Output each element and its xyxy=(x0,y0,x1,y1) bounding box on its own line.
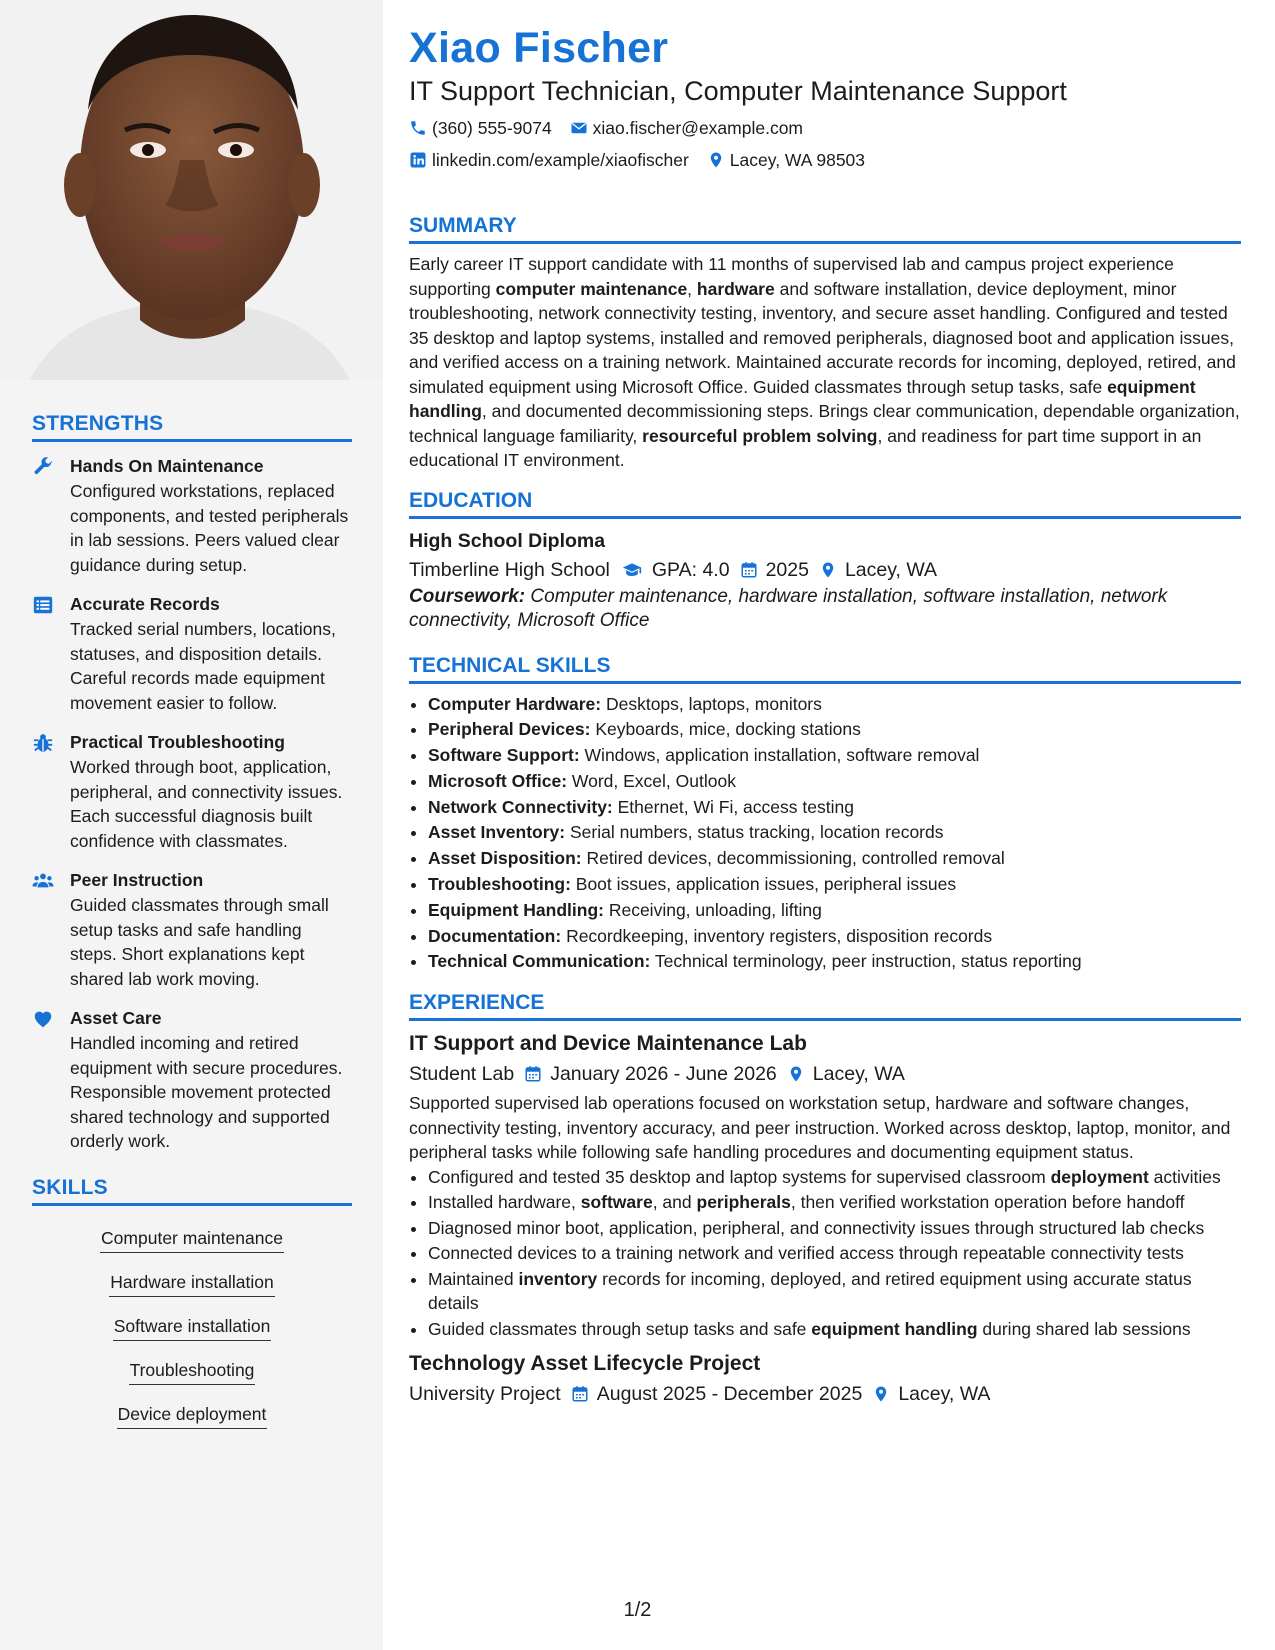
phone-text: (360) 555-9074 xyxy=(432,118,552,138)
bug-icon xyxy=(32,732,54,754)
candidate-headline: IT Support Technician, Computer Maintenance Support xyxy=(409,76,1067,106)
calendar-icon xyxy=(571,1385,589,1403)
strength-description: Guided classmates through small setup tasks and safe handling steps. Short explanations kept shared lab work moving. xyxy=(70,895,329,989)
list-item xyxy=(428,872,1241,898)
technical-skills-heading: TECHNICAL SKILLS xyxy=(409,654,1241,684)
heart-icon xyxy=(32,1008,54,1030)
strength-item xyxy=(32,592,352,715)
strength-title: Practical Troubleshooting xyxy=(70,732,285,752)
skill-value: Technical terminology, peer instruction, status reporting xyxy=(650,951,1082,972)
candidate-name: Xiao Fischer xyxy=(409,24,669,72)
skill-tag: Device deployment xyxy=(117,1402,268,1429)
list-item xyxy=(428,743,1241,769)
bullet-emphasis: deployment xyxy=(1050,1166,1149,1187)
skill-label: Asset Inventory: xyxy=(428,822,566,843)
experience-entry xyxy=(409,1029,1241,1341)
contact-row xyxy=(409,144,1241,176)
skill-label: Microsoft Office: xyxy=(428,770,568,791)
list-item xyxy=(428,820,1241,846)
list-item xyxy=(428,1165,1241,1190)
location-text: Lacey, WA 98503 xyxy=(729,150,866,170)
list-item xyxy=(428,924,1241,950)
skill-value: Windows, application installation, software removal xyxy=(579,745,980,766)
summary-part: Early career IT support candidate with 11 months of supervised lab and campus project experience supporting xyxy=(409,254,1174,299)
skill-tag: Hardware installation xyxy=(109,1270,274,1297)
phone-icon xyxy=(409,119,427,137)
location-contact xyxy=(707,144,865,176)
bullet-part: Configured and tested 35 desktop and laptop systems for supervised classroom xyxy=(428,1166,1051,1187)
summary-text xyxy=(409,252,1241,473)
summary-heading: SUMMARY xyxy=(409,214,1241,244)
summary-emphasis: hardware xyxy=(696,278,775,299)
job-location-item xyxy=(872,1379,990,1409)
coursework-text: Computer maintenance, hardware installation, software installation, network connectivity, Microsoft Office xyxy=(409,585,1168,631)
summary-part: and software installation, device deployment, minor troubleshooting, network connectivity testing, inventory, and secure asset handling. Configured and tested 35 desktop and laptop systems, installed and removed peripherals, diagnosed boot and application issues, and verified access on a training network. Maintained accurate records for incoming, deployed, retired, and simulated equipment using Microsoft Office. Guided classmates through setup tasks, safe xyxy=(409,278,1236,397)
education-location: Lacey, WA xyxy=(844,558,938,581)
bullet-emphasis: equipment handling xyxy=(811,1318,978,1339)
skill-label: Network Connectivity: xyxy=(428,796,613,817)
education-gpa: GPA: 4.0 xyxy=(651,558,730,581)
email-contact[interactable] xyxy=(570,112,803,144)
bullet-part: Connected devices to a training network and verified access through repeatable connectivity tests xyxy=(428,1243,1184,1264)
strengths-heading: STRENGTHS xyxy=(32,412,352,442)
list-item xyxy=(428,769,1241,795)
page-number: 1/2 xyxy=(623,1599,652,1621)
strength-item xyxy=(32,454,352,577)
skill-value: Ethernet, Wi Fi, access testing xyxy=(612,796,854,817)
skill-label: Documentation: xyxy=(428,925,562,946)
graduation-cap-icon xyxy=(620,560,644,580)
skill-label: Asset Disposition: xyxy=(428,848,582,869)
map-pin-icon xyxy=(787,1065,805,1083)
strength-item xyxy=(32,868,352,991)
strength-description: Tracked serial numbers, locations, statuses, and disposition details. Careful records made equipment movement easier to follow. xyxy=(70,619,336,713)
bullet-part: Installed hardware, xyxy=(428,1192,581,1213)
strength-item xyxy=(32,1006,352,1154)
strength-title: Asset Care xyxy=(70,1008,162,1028)
envelope-icon xyxy=(570,119,588,137)
job-meta xyxy=(409,1379,1241,1409)
job-title: IT Support and Device Maintenance Lab xyxy=(409,1032,807,1056)
education-heading: EDUCATION xyxy=(409,489,1241,519)
strength-description: Handled incoming and retired equipment with secure procedures. Responsible movement protected shared technology and supported orderly work. xyxy=(70,1033,343,1151)
sidebar xyxy=(0,0,383,1650)
edu-location-item xyxy=(819,555,937,585)
education-meta xyxy=(409,555,1241,585)
bullet-part: during shared lab sessions xyxy=(977,1318,1191,1339)
coursework-label: Coursework: xyxy=(409,585,526,607)
skill-value: Keyboards, mice, docking stations xyxy=(590,719,861,740)
list-item xyxy=(428,898,1241,924)
skill-value: Word, Excel, Outlook xyxy=(567,770,736,791)
job-location-item xyxy=(787,1059,905,1089)
map-pin-icon xyxy=(872,1385,890,1403)
list-item xyxy=(428,1216,1241,1241)
bullet-emphasis: software xyxy=(580,1192,653,1213)
skills-heading: SKILLS xyxy=(32,1176,352,1206)
strength-title: Peer Instruction xyxy=(70,870,204,890)
strength-title: Accurate Records xyxy=(70,594,220,614)
skill-label: Computer Hardware: xyxy=(428,693,602,714)
wrench-icon xyxy=(32,456,54,478)
skill-label: Troubleshooting: xyxy=(428,874,571,895)
experience-heading: EXPERIENCE xyxy=(409,991,1241,1021)
strength-title: Hands On Maintenance xyxy=(70,456,264,476)
job-location: Lacey, WA xyxy=(812,1063,905,1086)
summary-emphasis: equipment handling xyxy=(409,376,1196,421)
job-org: University Project xyxy=(409,1383,561,1406)
education-coursework xyxy=(409,585,1241,634)
list-item xyxy=(428,1241,1241,1266)
gpa-item xyxy=(620,555,730,585)
job-bullets xyxy=(409,1165,1241,1342)
summary-emphasis: resourceful problem solving xyxy=(642,425,878,446)
job-location: Lacey, WA xyxy=(898,1383,991,1406)
calendar-icon xyxy=(740,561,758,579)
linkedin-contact[interactable] xyxy=(409,144,689,176)
main-content xyxy=(409,22,1241,1409)
sidebar-content xyxy=(32,412,352,1440)
job-title: Technology Asset Lifecycle Project xyxy=(409,1352,761,1376)
users-icon xyxy=(32,870,54,892)
education-year: 2025 xyxy=(765,558,809,581)
profile-photo xyxy=(0,0,383,380)
skill-tag: Software installation xyxy=(113,1314,272,1341)
skill-value: Retired devices, decommissioning, controlled removal xyxy=(581,848,1005,869)
list-item xyxy=(428,795,1241,821)
bullet-part: Diagnosed minor boot, application, peripheral, and connectivity issues through structured lab checks xyxy=(428,1217,1205,1238)
strength-description: Configured workstations, replaced components, and tested peripherals in lab sessions. Peers valued clear guidance during setup. xyxy=(70,481,349,575)
skill-value: Desktops, laptops, monitors xyxy=(601,693,822,714)
skill-label: Equipment Handling: xyxy=(428,899,604,920)
list-item xyxy=(428,1267,1241,1316)
skill-value: Boot issues, application issues, peripheral issues xyxy=(570,874,957,895)
summary-emphasis: computer maintenance xyxy=(495,278,688,299)
summary-part: , and documented decommissioning steps. Brings clear communication, dependable organization, technical language familiarity, xyxy=(409,401,1240,446)
bullet-part: records for incoming, deployed, and retired equipment using accurate status details xyxy=(428,1268,1192,1314)
year-item xyxy=(740,555,809,585)
bullet-emphasis: peripherals xyxy=(696,1192,791,1213)
list-item xyxy=(428,949,1241,975)
skill-value: Recordkeeping, inventory registers, disposition records xyxy=(561,925,993,946)
linkedin-icon xyxy=(409,151,427,169)
skill-tag: Computer maintenance xyxy=(100,1226,284,1253)
skill-tag: Troubleshooting xyxy=(129,1358,256,1385)
bullet-part: Maintained xyxy=(428,1268,519,1289)
skills-list xyxy=(32,1218,352,1440)
skill-label: Peripheral Devices: xyxy=(428,719,591,740)
skill-value: Receiving, unloading, lifting xyxy=(603,899,822,920)
skill-label: Technical Communication: xyxy=(428,951,651,972)
list-item xyxy=(428,846,1241,872)
job-description: Supported supervised lab operations focused on workstation setup, hardware and software changes, connectivity testing, inventory accuracy, and peer instruction. Worked across desktop, laptop, monitor, and peripheral tasks while following safe handling procedures and documenting equipment status. xyxy=(409,1093,1231,1163)
list-item xyxy=(428,1190,1241,1215)
education-school: Timberline High School xyxy=(409,558,610,581)
bullet-part: Guided classmates through setup tasks and safe xyxy=(428,1318,812,1339)
list-item xyxy=(428,692,1241,718)
contact-row xyxy=(409,112,1241,144)
summary-part: , and readiness for part time support in an educational IT environment. xyxy=(409,425,1202,470)
technical-skills-list xyxy=(409,692,1241,976)
job-dates-item xyxy=(571,1379,863,1409)
strength-description: Worked through boot, application, peripheral, and connectivity issues. Each successful diagnosis built confidence with classmates. xyxy=(70,757,343,851)
bullet-part: activities xyxy=(1148,1166,1221,1187)
calendar-icon xyxy=(524,1065,542,1083)
map-pin-icon xyxy=(819,561,837,579)
skill-value: Serial numbers, status tracking, location records xyxy=(565,822,944,843)
job-org: Student Lab xyxy=(409,1063,515,1086)
portrait-image xyxy=(0,0,383,380)
list-item xyxy=(428,1317,1241,1342)
education-degree: High School Diploma xyxy=(409,529,606,552)
bullet-part: , then verified workstation operation before handoff xyxy=(790,1192,1185,1213)
email-text: xiao.fischer@example.com xyxy=(592,118,804,138)
skill-label: Software Support: xyxy=(428,745,580,766)
linkedin-text: linkedin.com/example/xiaofischer xyxy=(432,150,689,170)
list-item xyxy=(428,717,1241,743)
experience-entry xyxy=(409,1349,1241,1409)
job-dates-item xyxy=(524,1059,777,1089)
phone-contact[interactable] xyxy=(409,112,552,144)
strength-item xyxy=(32,730,352,853)
map-pin-icon xyxy=(707,151,725,169)
bullet-part: , and xyxy=(652,1192,697,1213)
list-icon xyxy=(32,594,54,616)
job-dates: August 2025 - December 2025 xyxy=(596,1383,863,1406)
job-meta xyxy=(409,1059,1241,1089)
summary-part: , xyxy=(687,278,697,299)
job-dates: January 2026 - June 2026 xyxy=(550,1063,777,1086)
bullet-emphasis: inventory xyxy=(518,1268,598,1289)
